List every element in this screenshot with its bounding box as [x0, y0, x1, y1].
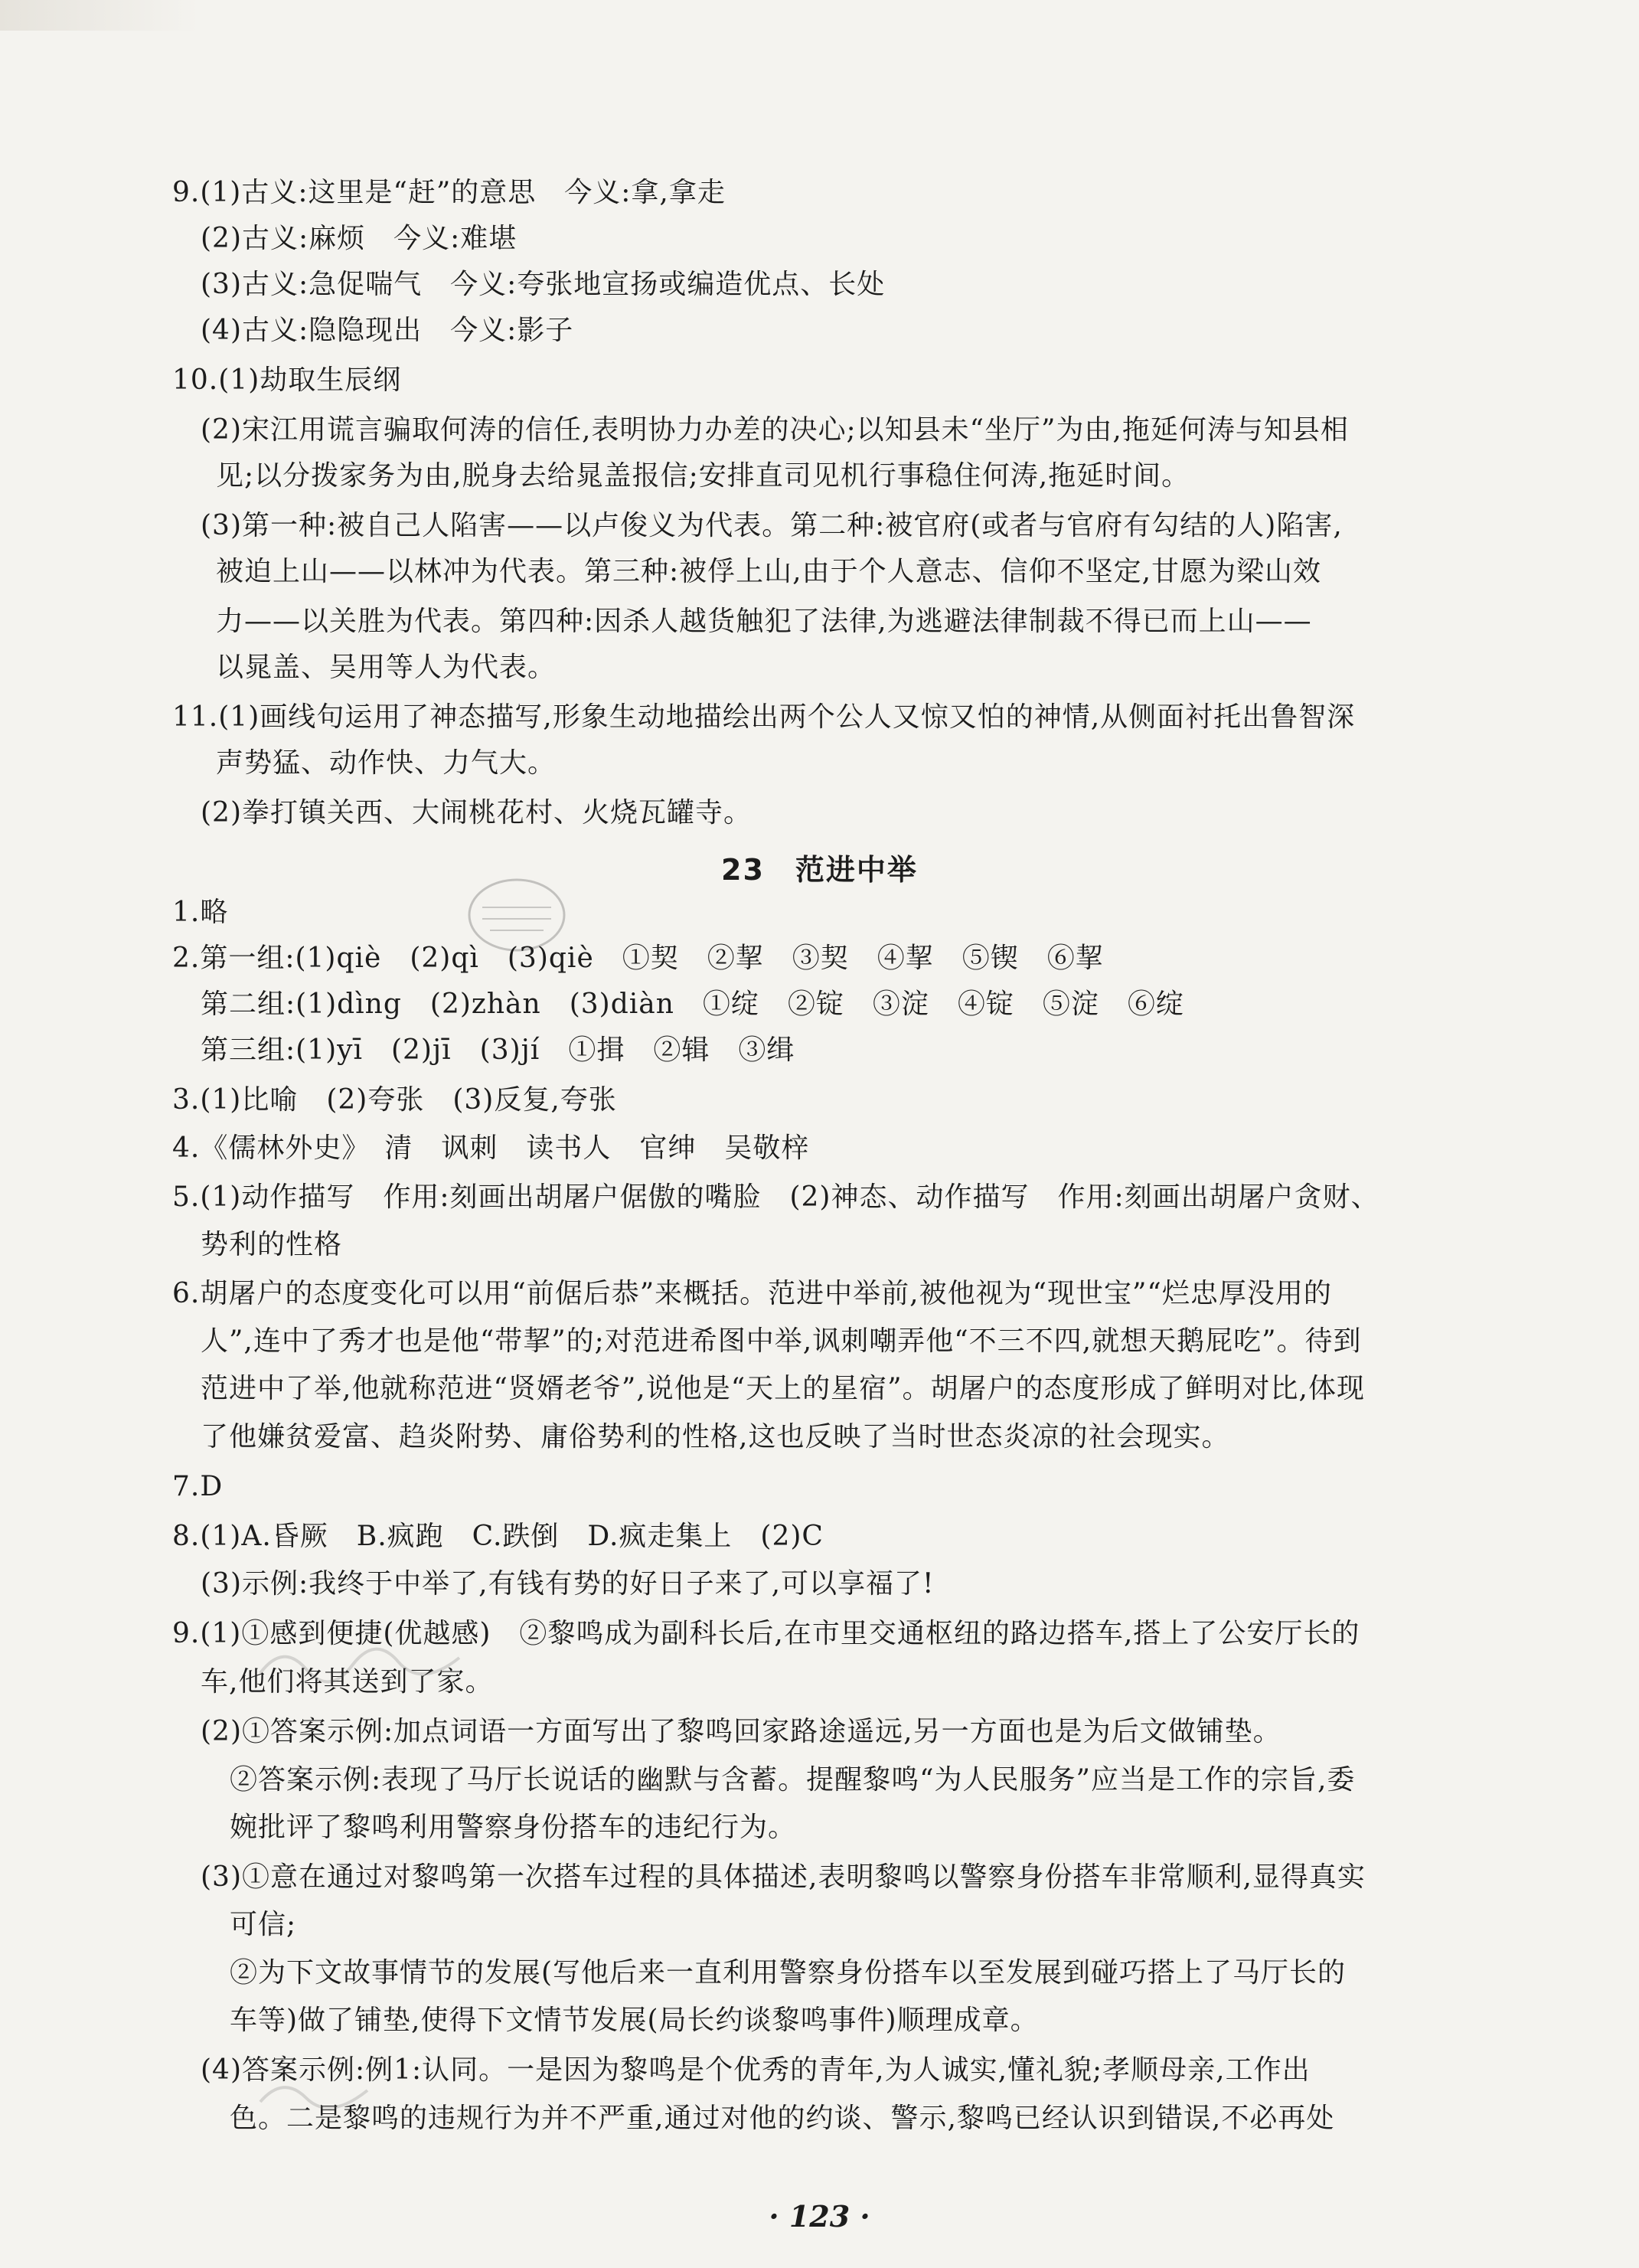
answer-line: (2)宋江用谎言骗取何涛的信任,表明协力办差的决心;以知县未“坐厅”为由,拖延何涛与知县相	[201, 414, 1349, 446]
answer-line: 以晁盖、吴用等人为代表。	[216, 652, 557, 683]
answer-line: 3.(1)比喻 (2)夸张 (3)反复,夸张	[172, 1084, 617, 1116]
answer-line: 婉批评了黎鸣利用警察身份搭车的违纪行为。	[230, 1812, 797, 1843]
answer-line: (4)答案示例:例1:认同。一是因为黎鸣是个优秀的青年,为人诚实,懂礼貌;孝顺母亲,工作出	[201, 2054, 1311, 2086]
answer-line: 9.(1)古义:这里是“赶”的意思 今义:拿,拿走	[172, 177, 726, 208]
answer-line: 第二组:(1)dìng (2)zhàn (3)diàn ①绽 ②锭 ③淀 ④锭 ⑤淀 ⑥绽	[201, 989, 1184, 1020]
answer-line: 11.(1)画线句运用了神态描写,形象生动地描绘出两个公人又惊又怕的神情,从侧面衬托出鲁智深	[172, 701, 1356, 733]
answer-line: (2)古义:麻烦 今义:难堪	[201, 223, 517, 254]
answer-line: 8.(1)A.昏厥 B.疯跑 C.跌倒 D.疯走集上 (2)C	[172, 1521, 824, 1552]
watermark-scribble-icon	[253, 1635, 475, 1688]
answer-line: 范进中了举,他就称范进“贤婿老爷”,说他是“天上的星宿”。胡屠户的态度形成了鲜明对比,体现	[201, 1373, 1365, 1404]
answer-line: (3)古义:急促喘气 今义:夸张地宣扬或编造优点、长处	[201, 269, 886, 300]
answer-line: 2.第一组:(1)qiè (2)qì (3)qiè ①契 ②挈 ③契 ④挈 ⑤锲 ⑥挈	[172, 943, 1104, 974]
answer-line: (4)古义:隐隐现出 今义:影子	[201, 315, 574, 346]
answer-line: (3)①意在通过对黎鸣第一次搭车过程的具体描述,表明黎鸣以警察身份搭车非常顺利,显得真实	[201, 1861, 1366, 1893]
answer-line: (2)①答案示例:加点词语一方面写出了黎鸣回家路途遥远,另一方面也是为后文做铺垫。	[201, 1716, 1281, 1747]
answer-line: 了他嫌贫爱富、趋炎附势、庸俗势利的性格,这也反映了当时世态炎凉的社会现实。	[201, 1421, 1230, 1453]
answer-line: 4.《儒林外史》 清 讽刺 读书人 官绅 吴敬梓	[172, 1132, 810, 1164]
answer-line: (3)示例:我终于中举了,有钱有势的好日子来了,可以享福了!	[201, 1568, 935, 1600]
answer-line: 人”,连中了秀才也是他“带挈”的;对范进希图中举,讽刺嘲弄他“不三不四,就想天鹅屁吃”。待到	[201, 1325, 1362, 1357]
answer-line: ②为下文故事情节的发展(写他后来一直利用警察身份搭车以至发展到碰巧搭上了马厅长的	[230, 1957, 1347, 1989]
answer-line: 10.(1)劫取生辰纲	[172, 364, 402, 396]
answer-line: 9.(1)①感到便捷(优越感) ②黎鸣成为副科长后,在市里交通枢纽的路边搭车,搭上了公安厅长的	[172, 1618, 1360, 1649]
scan-corner-mark	[0, 0, 199, 31]
answer-line: 可信;	[230, 1909, 297, 1940]
answer-line: ②答案示例:表现了马厅长说话的幽默与含蓄。提醒黎鸣“为人民服务”应当是工作的宗旨,委	[230, 1764, 1356, 1796]
page-number: · 123 ·	[769, 2199, 870, 2234]
watermark-scribble-icon	[253, 2067, 375, 2113]
answer-line: 被迫上山——以林冲为代表。第三种:被俘上山,由于个人意志、信仰不坚定,甘愿为梁山效	[216, 556, 1322, 587]
answer-line: 5.(1)动作描写 作用:刻画出胡屠户倨傲的嘴脸 (2)神态、动作描写 作用:刻画出胡屠户贪财、	[172, 1181, 1379, 1213]
answer-line: 势利的性格	[201, 1229, 343, 1260]
answer-line: 见;以分拨家务为由,脱身去给晁盖报信;安排直司见机行事稳住何涛,拖延时间。	[216, 460, 1190, 492]
answer-line: (3)第一种:被自己人陷害——以卢俊义为代表。第二种:被官府(或者与官府有勾结的人)陷害,	[201, 510, 1343, 541]
answer-line: 声势猛、动作快、力气大。	[216, 747, 557, 779]
answer-line: 车,他们将其送到了家。	[201, 1666, 494, 1698]
answer-line: 色。二是黎鸣的违规行为并不严重,通过对他的约谈、警示,黎鸣已经认识到错误,不必再处	[230, 2103, 1335, 2134]
answer-line: (2)拳打镇关西、大闹桃花村、火烧瓦罐寺。	[201, 797, 752, 828]
answer-line: 车等)做了铺垫,使得下文情节发展(局长约谈黎鸣事件)顺理成章。	[230, 2005, 1039, 2036]
answer-line: 7.D	[172, 1471, 224, 1502]
answer-line: 1.略	[172, 897, 229, 928]
answer-line: 6.胡屠户的态度变化可以用“前倨后恭”来概括。范进中举前,被他视为“现世宝”“烂忠厚没用的	[172, 1278, 1332, 1309]
section-title: 23 范进中举	[721, 853, 918, 887]
answer-line: 力——以关胜为代表。第四种:因杀人越货触犯了法律,为逃避法律制裁不得已而上山——	[216, 606, 1312, 637]
answer-line: 第三组:(1)yī (2)jī (3)jí ①揖 ②辑 ③缉	[201, 1034, 795, 1066]
